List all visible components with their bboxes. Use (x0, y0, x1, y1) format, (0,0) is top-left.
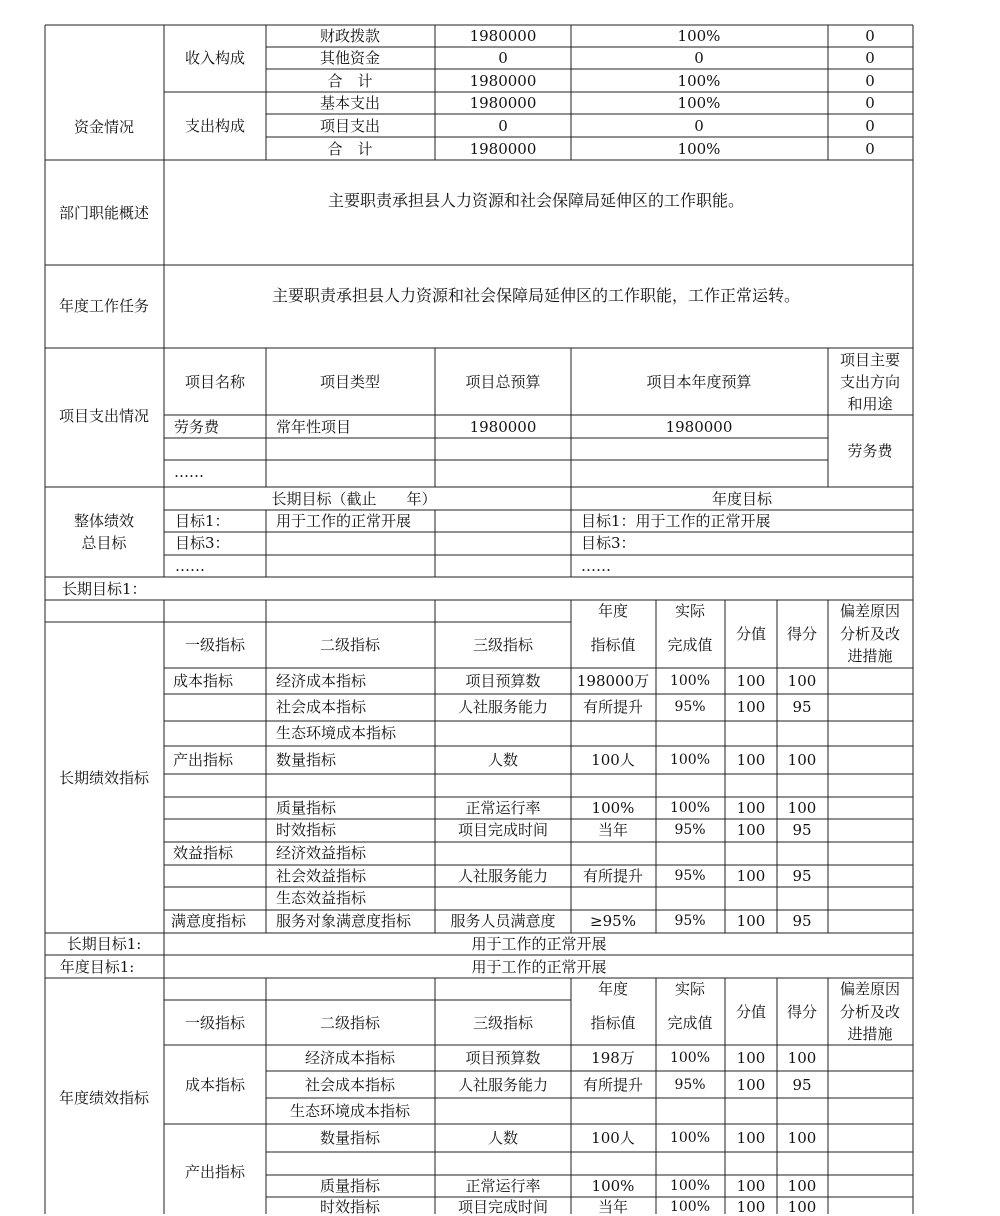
project-row-total: 1980000 (469, 418, 537, 436)
goal-ellipsis: …… (175, 557, 205, 575)
long-l2: 数量指标 (276, 751, 337, 769)
project-annual-header: 项目本年度预算 (646, 373, 752, 391)
long-score: 95 (792, 821, 812, 839)
project-usage-header-line: 和用途 (847, 395, 893, 413)
annual-actual: 100% (669, 1178, 711, 1194)
long-target: 有所提升 (582, 698, 644, 716)
expense-total-amount: 1980000 (469, 140, 537, 158)
project-name-header: 项目名称 (184, 373, 246, 391)
long-l1: 满意度指标 (171, 912, 247, 930)
annual-task-text: 主要职责承担县人力资源和社会保障局延伸区的工作职能，工作正常运转。 (271, 286, 801, 305)
overall-label-line: 整体绩效 (73, 512, 135, 530)
deviation-header-line: 进措施 (847, 1025, 893, 1043)
goal1-label: 目标1： (175, 512, 230, 530)
long-score: 95 (792, 698, 812, 716)
level2-header: 二级指标 (319, 636, 381, 654)
target-header-bottom: 指标值 (590, 1014, 636, 1032)
actual-header-bottom: 完成值 (667, 1014, 713, 1032)
income-row-pct: 0 (694, 49, 704, 67)
long-l3: 人社服务能力 (457, 698, 549, 716)
income-row-other: 0 (865, 27, 875, 45)
long-l2: 时效指标 (276, 821, 337, 839)
score-header: 得分 (786, 625, 818, 643)
annual-l3: 项目完成时间 (457, 1198, 549, 1216)
annual-l3: 正常运行率 (465, 1177, 541, 1195)
expense-row-pct: 100% (677, 94, 721, 112)
long-target: 当年 (597, 821, 629, 839)
dept-function-text: 主要职责承担县人力资源和社会保障局延伸区的工作职能。 (327, 191, 745, 210)
level1-header: 一级指标 (184, 1014, 246, 1032)
annual-l2: 经济成本指标 (304, 1049, 396, 1067)
long-l3: 人社服务能力 (457, 867, 549, 885)
long-score: 100 (787, 672, 817, 690)
annual-perf-label: 年度绩效指标 (58, 1089, 150, 1107)
annual-score: 95 (792, 1076, 812, 1094)
annual-goal-header: 年度目标 (711, 490, 773, 508)
deviation-header-line: 分析及改 (839, 625, 901, 643)
project-usage-header-line: 支出方向 (839, 373, 901, 391)
expense-row-name: 项目支出 (319, 117, 381, 135)
long-value: 100 (736, 912, 766, 930)
expense-row-amount: 1980000 (469, 94, 537, 112)
annual-target: 当年 (597, 1198, 629, 1216)
long-score: 95 (792, 867, 812, 885)
long-l3: 人数 (487, 751, 519, 769)
annual-score: 100 (787, 1177, 817, 1195)
annual-value: 100 (736, 1198, 766, 1216)
deviation-header-line: 偏差原因 (839, 980, 901, 998)
annual-score: 100 (787, 1198, 817, 1216)
long-actual: 100% (669, 752, 711, 768)
expense-row-name: 基本支出 (319, 94, 381, 112)
long-l3: 项目预算数 (465, 672, 541, 690)
annual-target: 有所提升 (582, 1076, 644, 1094)
annual-score: 100 (787, 1129, 817, 1147)
long-l1: 效益指标 (173, 844, 234, 862)
level3-header: 三级指标 (472, 1014, 534, 1032)
annual-target: 100人 (591, 1129, 635, 1147)
score-value-header: 分值 (735, 625, 767, 643)
project-section-label: 项目支出情况 (58, 407, 150, 425)
long-score: 100 (787, 799, 817, 817)
long-target: 100人 (591, 751, 635, 769)
expense-total-name: 合 计 (327, 140, 373, 158)
overall-label-line: 总目标 (81, 534, 127, 552)
long-actual: 95% (674, 699, 706, 715)
long-goal1-label: 长期目标1： (62, 580, 147, 598)
long-l1: 成本指标 (173, 672, 234, 690)
project-usage-header-line: 项目主要 (839, 351, 901, 369)
long-goal-text: 用于工作的正常开展 (471, 935, 607, 953)
actual-header-top: 实际 (674, 602, 706, 620)
annual-l3: 人数 (487, 1129, 519, 1147)
long-l2: 服务对象满意度指标 (276, 912, 412, 930)
expense-row-pct: 0 (694, 117, 704, 135)
annual-l2: 质量指标 (319, 1177, 381, 1195)
long-value: 100 (736, 799, 766, 817)
goal3-label: 目标3： (175, 534, 230, 552)
deviation-header-line: 分析及改 (839, 1003, 901, 1021)
expense-total-pct: 100% (677, 140, 721, 158)
long-value: 100 (736, 672, 766, 690)
annual-actual: 95% (674, 1077, 706, 1093)
goal1-annual-text: 目标1：用于工作的正常开展 (581, 512, 771, 530)
long-l2: 质量指标 (276, 799, 337, 817)
target-header-bottom: 指标值 (590, 636, 636, 654)
project-type-header: 项目类型 (319, 373, 381, 391)
annual-l3: 项目预算数 (465, 1049, 541, 1067)
income-row-name: 其他资金 (319, 49, 381, 67)
annual-target: 198万 (591, 1049, 635, 1067)
long-l2: 生态环境成本指标 (276, 724, 397, 742)
annual-l2: 时效指标 (319, 1198, 381, 1216)
income-label: 收入构成 (184, 49, 246, 67)
long-value: 100 (736, 751, 766, 769)
actual-header-bottom: 完成值 (667, 636, 713, 654)
annual-l2: 数量指标 (319, 1129, 381, 1147)
expense-total-other: 0 (865, 140, 875, 158)
annual-l2: 社会成本指标 (304, 1076, 396, 1094)
long-perf-label: 长期绩效指标 (58, 769, 150, 787)
long-l2: 生态效益指标 (276, 889, 367, 907)
long-l2: 经济效益指标 (276, 844, 367, 862)
long-score: 100 (787, 751, 817, 769)
goal-ellipsis-annual: …… (581, 557, 611, 575)
deviation-header-line: 偏差原因 (839, 602, 901, 620)
long-target: ≥95% (590, 912, 636, 930)
expense-label: 支出构成 (184, 117, 246, 135)
long-goal-label: 长期目标1: (66, 935, 142, 953)
level1-header: 一级指标 (184, 636, 246, 654)
annual-actual: 100% (669, 1050, 711, 1066)
long-l2: 社会成本指标 (276, 698, 367, 716)
annual-value: 100 (736, 1129, 766, 1147)
annual-value: 100 (736, 1049, 766, 1067)
target-header-top: 年度 (597, 980, 629, 998)
project-row-annual: 1980000 (665, 418, 733, 436)
project-usage: 劳务费 (847, 442, 893, 460)
income-total-pct: 100% (677, 72, 721, 90)
long-term-goal-header: 长期目标（截止 年） (271, 490, 437, 508)
annual-score: 100 (787, 1049, 817, 1067)
deviation-header-line: 进措施 (847, 647, 893, 665)
score-header: 得分 (786, 1003, 818, 1021)
long-l3: 项目完成时间 (457, 821, 549, 839)
annual-value: 100 (736, 1177, 766, 1195)
long-target: 198000万 (576, 672, 650, 690)
annual-l2: 生态环境成本指标 (289, 1102, 411, 1120)
long-l2: 经济成本指标 (276, 672, 367, 690)
long-actual: 95% (674, 913, 706, 929)
expense-row-other: 0 (865, 94, 875, 112)
annual-actual: 100% (669, 1199, 711, 1215)
goal1-long-text: 用于工作的正常开展 (276, 512, 412, 530)
income-row-amount: 0 (498, 49, 508, 67)
target-header-top: 年度 (597, 602, 629, 620)
annual-actual: 100% (669, 1130, 711, 1146)
annual-goal-text: 用于工作的正常开展 (471, 958, 607, 976)
long-l3: 服务人员满意度 (450, 912, 556, 930)
expense-row-other: 0 (865, 117, 875, 135)
income-row-name: 财政拨款 (319, 27, 381, 45)
income-total-amount: 1980000 (469, 72, 537, 90)
annual-goal-label: 年度目标1: (59, 958, 135, 976)
long-actual: 95% (674, 868, 706, 884)
income-row-other: 0 (865, 49, 875, 67)
long-l2: 社会效益指标 (276, 867, 367, 885)
score-value-header: 分值 (735, 1003, 767, 1021)
project-total-header: 项目总预算 (465, 373, 541, 391)
level3-header: 三级指标 (472, 636, 534, 654)
long-actual: 100% (669, 673, 711, 689)
long-score: 95 (792, 912, 812, 930)
long-target: 有所提升 (582, 867, 644, 885)
level2-header: 二级指标 (319, 1014, 381, 1032)
project-ellipsis: …… (174, 463, 204, 481)
project-row-type: 常年性项目 (276, 418, 352, 436)
long-actual: 95% (674, 822, 706, 838)
expense-row-amount: 0 (498, 117, 508, 135)
annual-task-label: 年度工作任务 (58, 297, 150, 315)
dept-function-label: 部门职能概述 (58, 204, 150, 222)
actual-header-top: 实际 (674, 980, 706, 998)
long-l3: 正常运行率 (465, 799, 541, 817)
long-target: 100% (591, 799, 635, 817)
long-actual: 100% (669, 800, 711, 816)
funding-section-label: 资金情况 (73, 118, 135, 136)
long-l1: 产出指标 (173, 751, 234, 769)
income-row-amount: 1980000 (469, 27, 537, 45)
annual-target: 100% (591, 1177, 635, 1195)
income-total-other: 0 (865, 72, 875, 90)
long-value: 100 (736, 821, 766, 839)
annual-value: 100 (736, 1076, 766, 1094)
project-row-name: 劳务费 (174, 418, 220, 436)
goal3-annual-text: 目标3： (581, 534, 636, 552)
long-value: 100 (736, 867, 766, 885)
annual-cost-label: 成本指标 (184, 1076, 246, 1094)
income-row-pct: 100% (677, 27, 721, 45)
long-value: 100 (736, 698, 766, 716)
annual-output-label: 产出指标 (184, 1163, 246, 1181)
income-total-name: 合 计 (327, 72, 373, 90)
annual-l3: 人社服务能力 (457, 1076, 549, 1094)
